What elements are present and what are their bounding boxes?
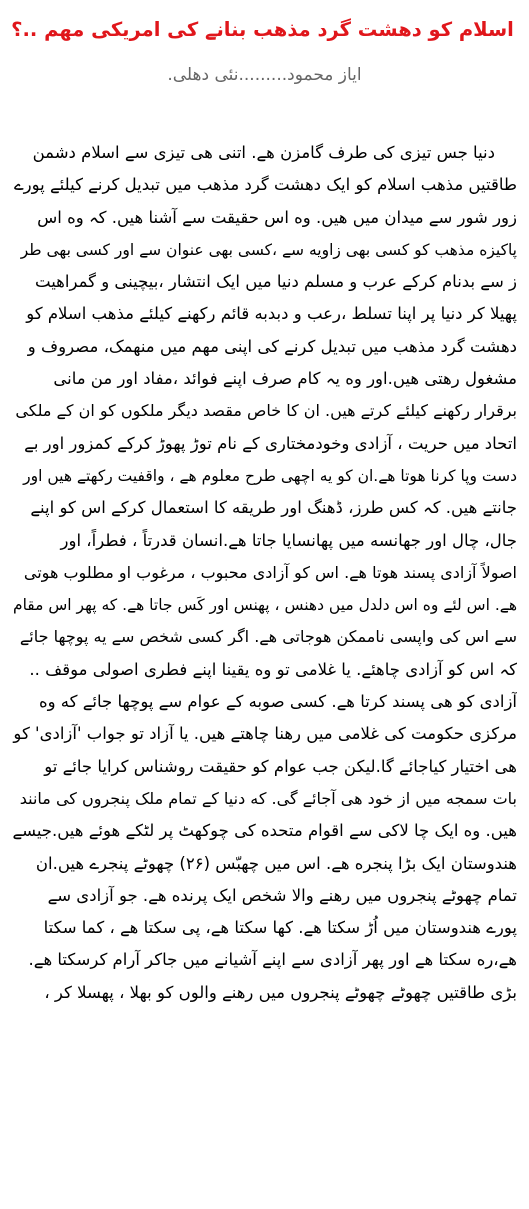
body-line: هی اختیار کیاجائے گا.لیکن جب عوام کو حقیقت روشناس کرایا جائے تو <box>44 756 517 776</box>
body-line: بات سمجه میں از خود هی آجائے گی. که دنیا کے تمام ملک پنجروں کی مانند <box>19 788 517 808</box>
body-line: ز سے بدنام کرکے عرب و مسلم دنیا میں ایک انتشار ،بیچینی و گمراهیت <box>35 272 517 292</box>
body-line: تمام چهوٹے پنجروں میں رهنے والا شخص ایک پرنده هے. جو آزادی سے <box>47 885 517 905</box>
article-byline: ایاز محمود.........نئی دهلی. <box>167 65 362 85</box>
body-line: زور شور سے میدان میں هیں. وه اس حقیقت سے آشنا هیں. کہ وه اس <box>37 207 517 227</box>
body-line: جال، چال اور جهانسه میں پهانسایا جاتا هے.انسان قدرتاً ، فطراً، اور <box>60 530 517 550</box>
body-line: مرکزی حکومت کی غلامی میں رهنا چاهتے هیں. یا آزاد تو جواب 'آزادی' کو <box>13 724 517 744</box>
body-line: آزادی کو هی پسند کرتا هے. کسی صوبه کے عوام سے پوچها جائے که وه <box>38 692 517 712</box>
body-line: دهشت گرد مذهب میں تبدیل کرنے کی اپنی مهم میں منهمک، مصروف و <box>27 336 517 356</box>
body-line: اصولاً آزادی پسند هوتا هے. اس کو آزادی محبوب ، مرغوب او مطلوب هوتی <box>23 562 517 582</box>
body-line: پاکیزه مذهب کو کسی بهی زاویه سے ،کسی بهی عنوان سے اور کسی بهی طر <box>20 240 517 259</box>
body-line: جانتے هیں. کہ کس طرز، ڈهنگ اور طریقه کا استعمال کرکے اس کو اپنے <box>30 498 517 518</box>
body-line: سے اس کی واپسی ناممکن هوجاتی هے. اگر کسی شخص سے یه پوچها جائے <box>19 627 517 647</box>
body-line: دنیا جس تیزی کی طرف گامزن هے. اتنی هی تیزی سے اسلام دشمن <box>32 143 495 162</box>
body-line: طاقتیں مذهب اسلام کو ایک دهشت گرد مذهب میں تبدیل کرنے کیلئے پورے <box>14 175 517 195</box>
article-headline: اسلام کو دهشت گرد مذهب بنانے کی امریکی مهم ..؟ <box>11 18 514 41</box>
body-line: هندوستان ایک بڑا پنجره هے. اس میں چهبّس (۲۶) چهوٹے پنجرے هیں.ان <box>35 853 517 873</box>
body-line: بڑی طاقتیں چهوٹے چهوٹے پنجروں میں رهنے والوں کو بهلا ، پهسلا کر ، <box>44 982 517 1002</box>
body-line: کہ اس کو آزادی چاهئے. یا غلامی تو وه یقینا اپنے فطری اصولی موقف .. <box>29 659 517 679</box>
body-line: پهیلا کر دنیا پر اپنا تسلط ،رعب و دبدبه قائم رکهنے کیلئے مذهب اسلام کو <box>26 304 517 324</box>
body-line: دست وپا کرنا هوتا هے.ان کو یه اچهی طرح معلوم هے ، واقفیت رکهتے هیں اور <box>23 466 517 485</box>
article-body <box>10 137 517 1009</box>
body-line: هے،ره سکتا هے اور پهر آزادی سے اپنے آشیانے میں جاکر آرام کرسکتا هے. <box>28 950 517 970</box>
body-line: اتحاد میں حریت ، آزادی وخودمختاری کے نام توڑ پهوڑ کرکے کمزور اور بے <box>24 433 517 453</box>
body-line: برقرار رکهنے کیلئے کرتے هیں. ان کا خاص مقصد دیگر ملکوں کو ان کے ملکی <box>15 401 517 421</box>
body-line: پورے هندوستان میں اُڑ سکتا هے. کها سکتا هے، پی سکتا هے ، کما سکتا <box>43 918 517 938</box>
body-line: هیں. وه ایک چا لاکی سے اقوام متحده کی چوکهٹ پر لٹکے هوئے هیں.جیسے <box>12 821 517 841</box>
body-line: مشغول رهتی هیں.اور وه یہ کام صرف اپنے فوائد ،مفاد اور من مانی <box>53 369 517 389</box>
body-line: هے. اس لئے وه اس دلدل میں دهنس ، پهنس اور کَس جاتا هے. که پهر اس مقام <box>12 596 517 615</box>
